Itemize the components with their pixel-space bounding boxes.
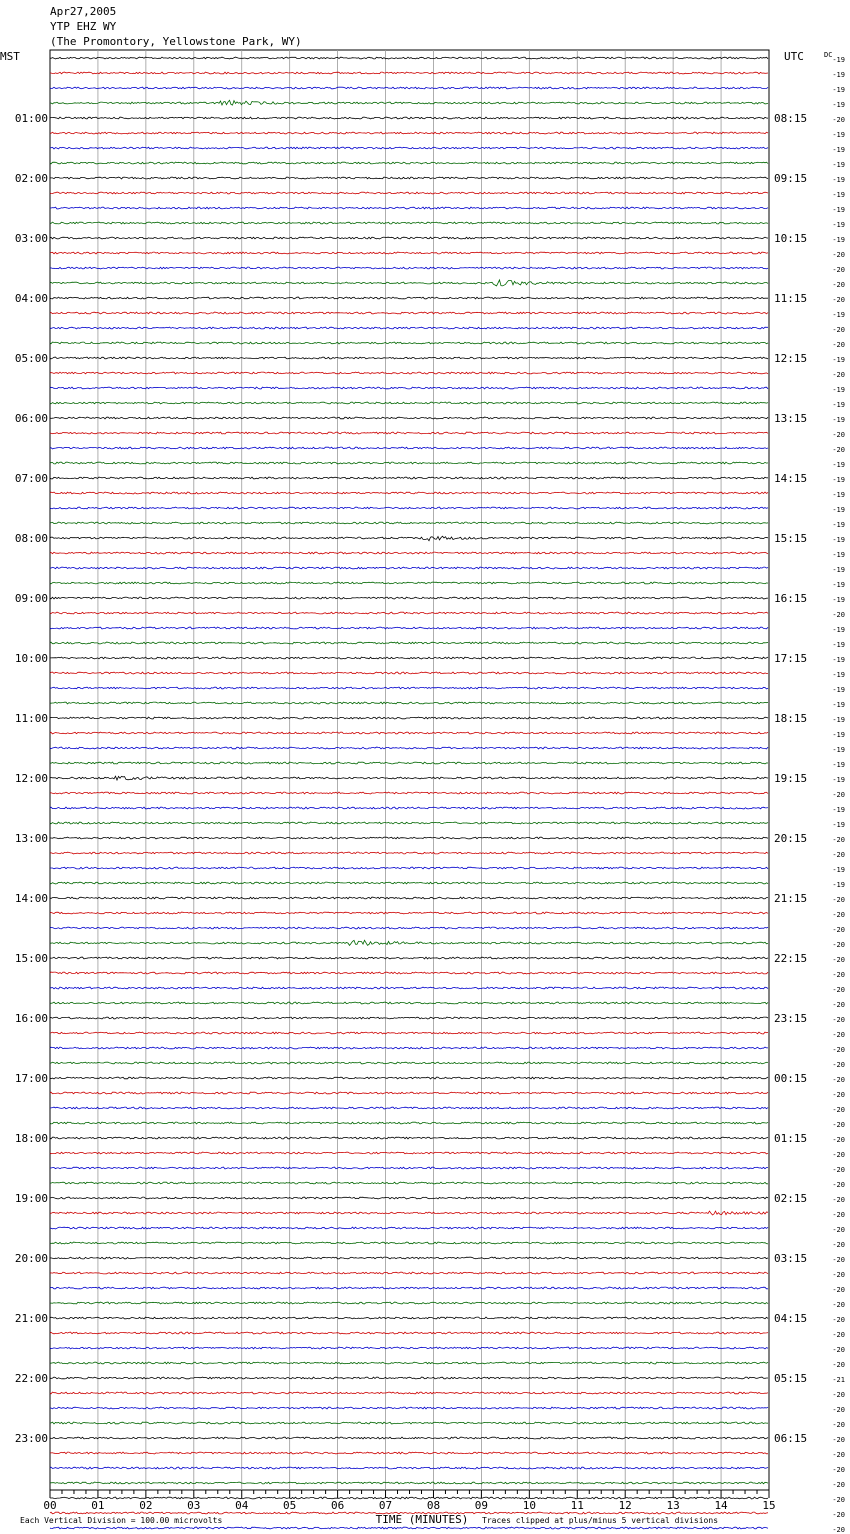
mst-hour-label: 04:00 [14, 292, 48, 305]
trace-row-48 [50, 776, 768, 780]
trace-row-1 [50, 72, 768, 74]
station-location: (The Promontory, Yellowstone Park, WY) [50, 35, 302, 48]
dc-offset-label: -19 [832, 716, 845, 724]
trace-row-70 [50, 1107, 768, 1109]
trace-row-85 [50, 1332, 768, 1334]
dc-offset-label: -20 [832, 446, 845, 454]
x-tick-label: 05 [283, 1499, 297, 1512]
trace-row-82 [50, 1287, 768, 1289]
trace-row-41 [50, 672, 768, 674]
trace-row-78 [50, 1227, 768, 1229]
dc-offset-label: -20 [832, 791, 845, 799]
utc-hour-label: 09:15 [774, 172, 808, 185]
trace-row-66 [50, 1047, 768, 1049]
dc-offset-label: -20 [832, 1046, 845, 1054]
mst-hour-label: 21:00 [14, 1312, 48, 1325]
dc-offset-label: -20 [832, 1496, 845, 1504]
utc-hour-label: 18:15 [774, 712, 808, 725]
trace-row-43 [50, 702, 768, 704]
dc-offset-label: -19 [832, 671, 845, 679]
trace-row-79 [50, 1242, 768, 1244]
trace-row-46 [50, 747, 768, 749]
dc-offset-label: -20 [832, 1226, 845, 1234]
mst-hour-label: 05:00 [14, 352, 48, 365]
trace-row-51 [50, 822, 768, 824]
trace-row-71 [50, 1122, 768, 1124]
dc-offset-label: -20 [832, 1451, 845, 1459]
trace-row-36 [50, 597, 768, 599]
dc-offset-label: -19 [832, 521, 845, 529]
dc-offset-label: -19 [832, 311, 845, 319]
trace-row-35 [50, 582, 768, 584]
dc-offset-label: -20 [832, 281, 845, 289]
dc-offset-label: -20 [832, 341, 845, 349]
trace-row-52 [50, 837, 768, 839]
mst-hour-label: 07:00 [14, 472, 48, 485]
trace-row-3 [50, 100, 768, 105]
x-tick-label: 03 [187, 1499, 201, 1512]
dc-offset-label: -19 [832, 416, 845, 424]
trace-row-15 [50, 280, 768, 286]
utc-hour-label: 00:15 [774, 1072, 808, 1085]
x-tick-label: 08 [426, 1499, 441, 1512]
dc-offset-label: -19 [832, 221, 845, 229]
mst-hour-label: 08:00 [14, 532, 48, 545]
x-tick-label: 00 [43, 1499, 57, 1512]
mst-hour-label: 17:00 [14, 1072, 48, 1085]
dc-offset-label: -20 [832, 1241, 845, 1249]
trace-row-20 [50, 357, 768, 359]
dc-offset-label: -20 [832, 1196, 845, 1204]
mst-hour-label: 16:00 [14, 1012, 48, 1025]
trace-row-14 [50, 267, 768, 269]
x-tick-label: 12 [618, 1499, 632, 1512]
utc-hour-label: 23:15 [774, 1012, 808, 1025]
dc-offset-label: -19 [832, 236, 845, 244]
utc-hour-label: 21:15 [774, 892, 808, 905]
utc-hour-label: 03:15 [774, 1252, 808, 1265]
x-tick-label: 04 [235, 1499, 249, 1512]
mst-hour-label: 18:00 [14, 1132, 48, 1145]
dc-offset-label: -20 [832, 836, 845, 844]
trace-row-13 [50, 252, 768, 254]
trace-row-69 [50, 1092, 768, 1094]
utc-hour-label: 02:15 [774, 1192, 808, 1205]
trace-row-92 [50, 1437, 768, 1439]
trace-row-72 [50, 1137, 768, 1139]
x-tick-label: 02 [139, 1499, 153, 1512]
trace-row-33 [50, 552, 768, 554]
trace-row-96 [50, 1497, 768, 1499]
dc-offset-label: -20 [832, 986, 845, 994]
utc-hour-label: 06:15 [774, 1432, 808, 1445]
trace-row-23 [50, 402, 768, 404]
dc-offset-label: -19 [832, 101, 845, 109]
mst-hour-label: 23:00 [14, 1432, 48, 1445]
trace-row-56 [50, 897, 768, 899]
dc-offset-label: -20 [832, 251, 845, 259]
trace-row-38 [50, 627, 768, 629]
dc-offset-label: -20 [832, 1271, 845, 1279]
dc-offset-label: -20 [832, 116, 845, 124]
utc-hour-label: 19:15 [774, 772, 808, 785]
trace-row-5 [50, 132, 768, 134]
trace-row-8 [50, 177, 768, 179]
dc-offset-label: -19 [832, 161, 845, 169]
trace-row-63 [50, 1002, 768, 1004]
mst-hour-label: 12:00 [14, 772, 48, 785]
plot-date: Apr27,2005 [50, 5, 117, 18]
trace-row-25 [50, 432, 768, 434]
mst-hour-label: 15:00 [14, 952, 48, 965]
trace-row-2 [50, 87, 768, 89]
trace-row-40 [50, 657, 768, 659]
trace-row-17 [50, 312, 768, 314]
utc-hour-label: 04:15 [774, 1312, 808, 1325]
dc-offset-label: -19 [832, 191, 845, 199]
station-code: YTP EHZ WY [50, 20, 117, 33]
dc-offset-label: -20 [832, 431, 845, 439]
trace-row-32 [50, 536, 768, 541]
dc-offset-label: -20 [832, 1166, 845, 1174]
dc-offset-label: -20 [832, 1481, 845, 1489]
dc-offset-label: -19 [832, 776, 845, 784]
trace-row-74 [50, 1167, 768, 1169]
dc-offset-label: -19 [832, 356, 845, 364]
clip-note: Traces clipped at plus/minus 5 vertical divisions [482, 1516, 719, 1525]
mst-axis-label: MST [0, 50, 20, 63]
dc-offset-label: -20 [832, 1106, 845, 1114]
dc-offset-label: -19 [832, 536, 845, 544]
mst-hour-label: 01:00 [14, 112, 48, 125]
utc-hour-label: 20:15 [774, 832, 808, 845]
trace-row-68 [50, 1077, 768, 1079]
dc-offset-label: -19 [832, 146, 845, 154]
trace-row-6 [50, 147, 768, 149]
mst-hour-label: 11:00 [14, 712, 48, 725]
plot-frame [50, 50, 769, 1490]
dc-offset-label: -19 [832, 626, 845, 634]
dc-offset-label: -19 [832, 491, 845, 499]
dc-offset-label: -19 [832, 461, 845, 469]
dc-offset-label: -20 [832, 1091, 845, 1099]
trace-row-73 [50, 1152, 768, 1154]
trace-row-94 [50, 1467, 768, 1469]
x-tick-label: 09 [474, 1499, 489, 1512]
dc-offset-label: -19 [832, 866, 845, 874]
dc-label: DC [824, 51, 833, 59]
x-tick-label: 14 [714, 1499, 728, 1512]
x-tick-label: 10 [522, 1499, 536, 1512]
dc-offset-label: -19 [832, 641, 845, 649]
trace-row-91 [50, 1422, 768, 1424]
trace-row-29 [50, 492, 768, 494]
dc-offset-label: -20 [832, 1436, 845, 1444]
trace-row-93 [50, 1452, 768, 1454]
dc-offset-label: -20 [832, 956, 845, 964]
dc-offset-label: -19 [832, 86, 845, 94]
utc-hour-label: 10:15 [774, 232, 808, 245]
trace-row-58 [50, 927, 768, 929]
trace-row-62 [50, 987, 768, 989]
dc-offset-label: -20 [832, 371, 845, 379]
mst-hour-label: 02:00 [14, 172, 48, 185]
trace-row-42 [50, 687, 768, 689]
dc-offset-label: -19 [832, 746, 845, 754]
trace-row-30 [50, 507, 768, 509]
dc-offset-label: -19 [832, 686, 845, 694]
dc-offset-label: -20 [832, 1121, 845, 1129]
dc-offset-label: -20 [832, 1466, 845, 1474]
dc-offset-label: -20 [832, 971, 845, 979]
trace-row-89 [50, 1392, 768, 1394]
trace-row-39 [50, 642, 768, 644]
trace-row-55 [50, 882, 768, 884]
trace-row-24 [50, 417, 768, 419]
dc-offset-label: -19 [832, 806, 845, 814]
x-tick-label: 15 [762, 1499, 776, 1512]
dc-offset-label: -20 [832, 1391, 845, 1399]
dc-offset-label: -20 [832, 1316, 845, 1324]
trace-row-81 [50, 1272, 768, 1274]
dc-offset-label: -19 [832, 56, 845, 64]
dc-offset-label: -19 [832, 71, 845, 79]
utc-hour-label: 16:15 [774, 592, 808, 605]
utc-hour-label: 14:15 [774, 472, 808, 485]
trace-row-7 [50, 162, 768, 164]
trace-row-18 [50, 327, 768, 329]
dc-offset-label: -20 [832, 1181, 845, 1189]
utc-hour-label: 13:15 [774, 412, 808, 425]
trace-row-31 [50, 522, 768, 524]
utc-hour-label: 11:15 [774, 292, 808, 305]
dc-offset-label: -20 [832, 1526, 845, 1534]
mst-hour-label: 13:00 [14, 832, 48, 845]
dc-offset-label: -19 [832, 881, 845, 889]
dc-offset-label: -19 [832, 206, 845, 214]
dc-offset-label: -19 [832, 596, 845, 604]
dc-offset-label: -19 [832, 131, 845, 139]
dc-offset-label: -20 [832, 1151, 845, 1159]
dc-offset-label: -19 [832, 176, 845, 184]
dc-offset-label: -19 [832, 506, 845, 514]
trace-row-64 [50, 1017, 768, 1019]
utc-hour-label: 17:15 [774, 652, 808, 665]
trace-row-10 [50, 207, 768, 209]
dc-offset-label: -20 [832, 1136, 845, 1144]
trace-row-21 [50, 372, 768, 374]
trace-row-80 [50, 1257, 768, 1259]
trace-row-28 [50, 477, 768, 479]
trace-row-27 [50, 462, 768, 464]
trace-row-53 [50, 852, 768, 854]
x-tick-label: 11 [570, 1499, 584, 1512]
dc-offset-label: -20 [832, 1076, 845, 1084]
dc-offset-label: -19 [832, 581, 845, 589]
mst-hour-label: 14:00 [14, 892, 48, 905]
trace-row-37 [50, 612, 768, 614]
trace-row-61 [50, 972, 768, 974]
x-tick-label: 07 [378, 1499, 393, 1512]
trace-row-34 [50, 567, 768, 569]
dc-offset-label: -19 [832, 701, 845, 709]
dc-offset-label: -20 [832, 1301, 845, 1309]
dc-offset-label: -20 [832, 1331, 845, 1339]
trace-row-84 [50, 1317, 768, 1319]
dc-offset-label: -19 [832, 761, 845, 769]
trace-row-9 [50, 192, 768, 194]
x-tick-label: 01 [91, 1499, 105, 1512]
trace-row-59 [50, 940, 768, 945]
dc-offset-label: -20 [832, 1061, 845, 1069]
dc-offset-label: -20 [832, 941, 845, 949]
dc-offset-label: -19 [832, 731, 845, 739]
mst-hour-label: 03:00 [14, 232, 48, 245]
scale-note: Each Vertical Division = 100.00 microvolts [20, 1516, 223, 1525]
trace-row-60 [50, 957, 768, 959]
dc-offset-label: -20 [832, 851, 845, 859]
trace-row-57 [50, 912, 768, 914]
dc-offset-label: -19 [832, 566, 845, 574]
trace-row-67 [50, 1062, 768, 1064]
trace-row-11 [50, 222, 768, 224]
trace-row-49 [50, 792, 768, 794]
trace-row-22 [50, 387, 768, 389]
trace-row-90 [50, 1407, 768, 1409]
trace-row-83 [50, 1302, 768, 1304]
dc-offset-label: -19 [832, 476, 845, 484]
dc-offset-label: -20 [832, 1421, 845, 1429]
x-tick-label: 06 [330, 1499, 345, 1512]
utc-hour-label: 12:15 [774, 352, 808, 365]
x-axis-title: TIME (MINUTES) [375, 1513, 469, 1526]
trace-row-44 [50, 717, 768, 719]
trace-row-88 [50, 1377, 768, 1379]
dc-offset-label: -20 [832, 1406, 845, 1414]
dc-offset-label: -20 [832, 1211, 845, 1219]
dc-offset-label: -19 [832, 401, 845, 409]
utc-hour-label: 15:15 [774, 532, 808, 545]
trace-row-54 [50, 867, 768, 869]
dc-offset-label: -20 [832, 1346, 845, 1354]
trace-row-19 [50, 342, 768, 344]
dc-offset-label: -19 [832, 551, 845, 559]
utc-hour-label: 05:15 [774, 1372, 808, 1385]
mst-hour-label: 06:00 [14, 412, 48, 425]
dc-offset-label: -19 [832, 821, 845, 829]
dc-offset-label: -20 [832, 1031, 845, 1039]
dc-offset-label: -20 [832, 1361, 845, 1369]
dc-offset-label: -20 [832, 896, 845, 904]
dc-offset-label: -19 [832, 386, 845, 394]
trace-row-95 [50, 1482, 768, 1484]
mst-hour-label: 22:00 [14, 1372, 48, 1385]
dc-offset-label: -20 [832, 911, 845, 919]
dc-offset-label: -20 [832, 326, 845, 334]
trace-row-50 [50, 807, 768, 809]
dc-offset-label: -20 [832, 1016, 845, 1024]
mst-hour-label: 09:00 [14, 592, 48, 605]
trace-row-86 [50, 1347, 768, 1349]
dc-offset-label: -20 [832, 926, 845, 934]
trace-row-98 [50, 1527, 768, 1529]
trace-row-26 [50, 447, 768, 449]
trace-row-47 [50, 762, 768, 764]
x-tick-label: 13 [666, 1499, 680, 1512]
trace-row-0 [50, 57, 768, 59]
utc-axis-label: UTC [784, 50, 804, 63]
mst-hour-label: 19:00 [14, 1192, 48, 1205]
dc-offset-label: -19 [832, 656, 845, 664]
dc-offset-label: -20 [832, 1286, 845, 1294]
trace-row-76 [50, 1197, 768, 1199]
dc-offset-label: -20 [832, 1511, 845, 1519]
utc-hour-label: 01:15 [774, 1132, 808, 1145]
dc-offset-label: -20 [832, 1256, 845, 1264]
trace-row-45 [50, 732, 768, 734]
trace-row-65 [50, 1032, 768, 1034]
mst-hour-label: 10:00 [14, 652, 48, 665]
trace-row-4 [50, 117, 768, 119]
dc-offset-label: -20 [832, 266, 845, 274]
trace-row-12 [50, 237, 768, 239]
dc-offset-label: -20 [832, 611, 845, 619]
trace-row-16 [50, 297, 768, 299]
trace-row-87 [50, 1362, 768, 1364]
utc-hour-label: 08:15 [774, 112, 808, 125]
mst-hour-label: 20:00 [14, 1252, 48, 1265]
dc-offset-label: -20 [832, 1001, 845, 1009]
dc-offset-label: -20 [832, 296, 845, 304]
utc-hour-label: 22:15 [774, 952, 808, 965]
trace-row-77 [50, 1211, 768, 1215]
dc-offset-label: -21 [832, 1376, 845, 1384]
trace-row-75 [50, 1182, 768, 1184]
